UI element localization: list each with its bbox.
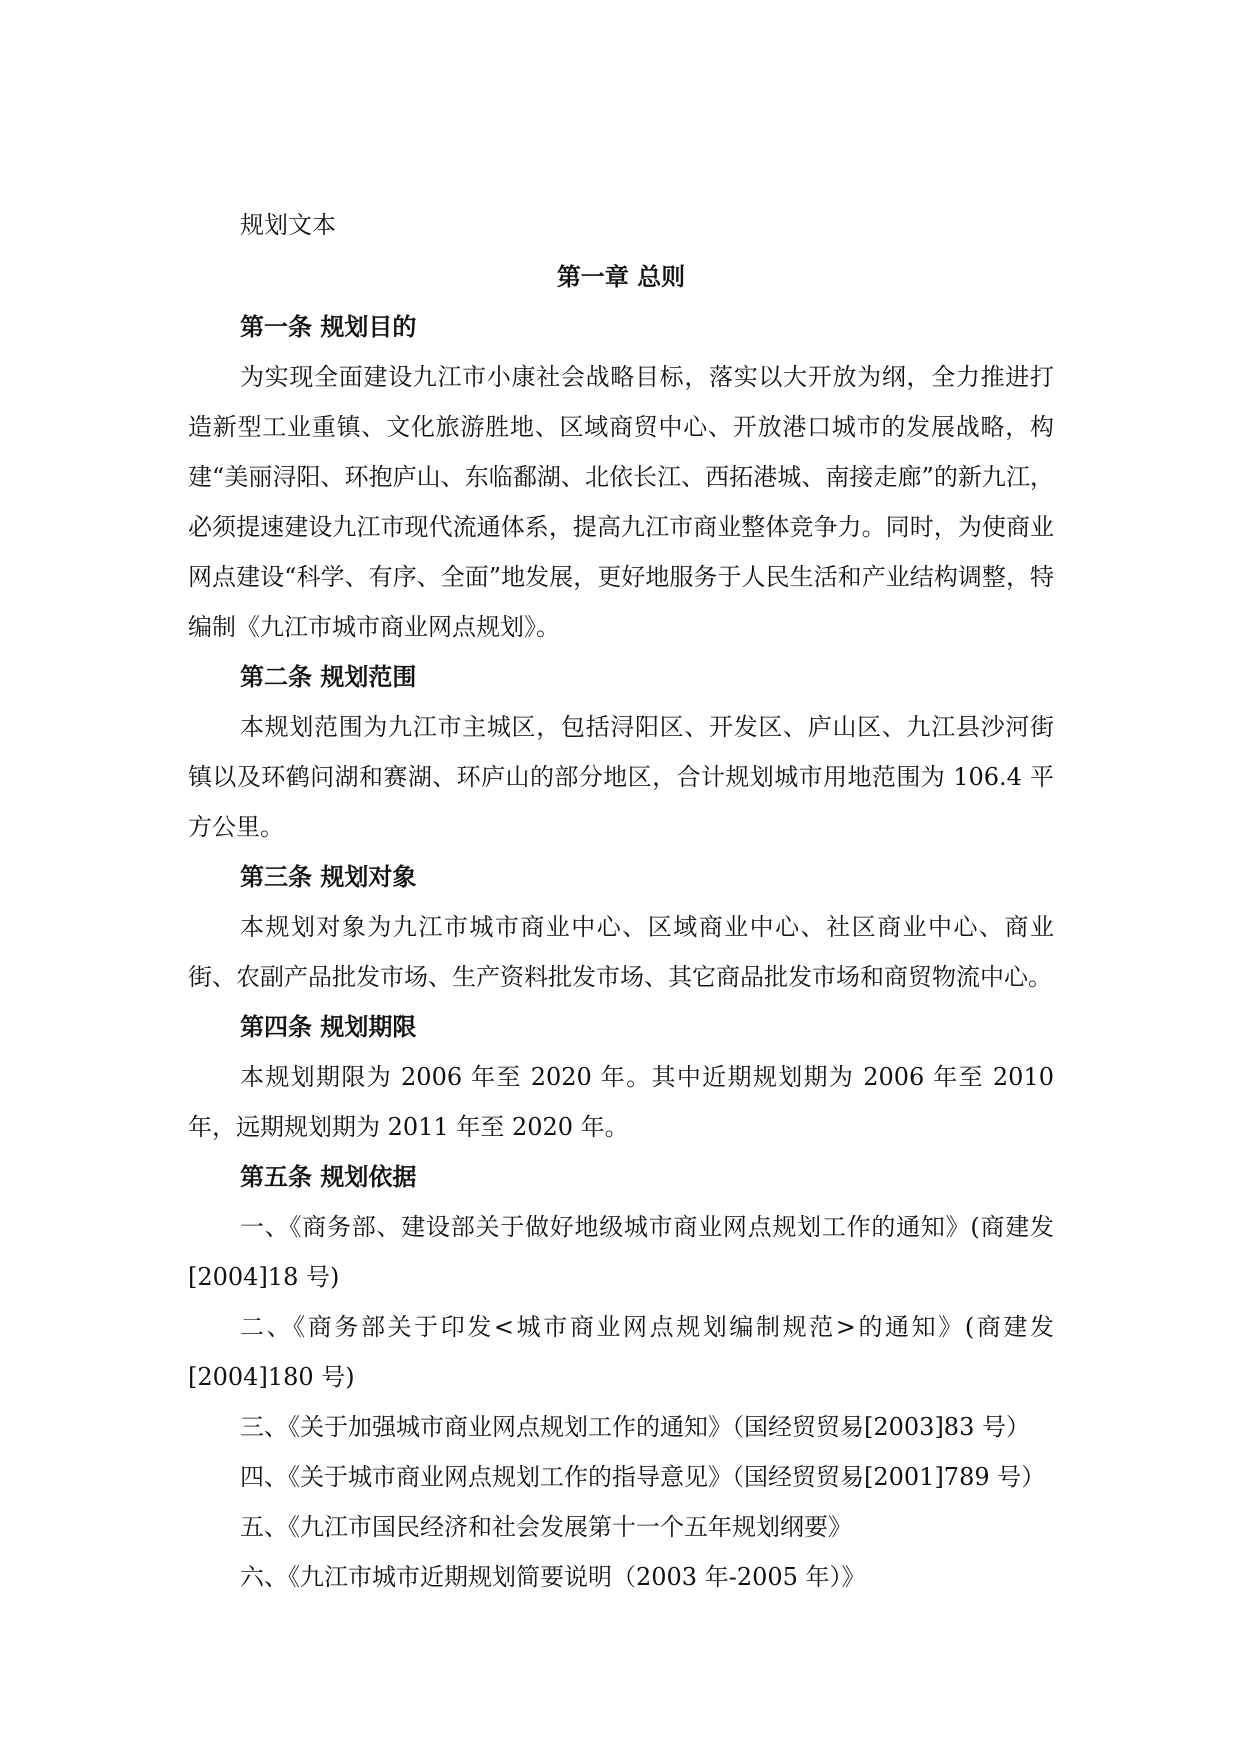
article-heading: 第二条 规划范围 (240, 662, 417, 691)
article-2 (188, 652, 1054, 852)
article-3 (188, 852, 1054, 1002)
article-paragraph: 为实现全面建设九江市小康社会战略目标，落实以大开放为纲，全力推进打造新型工业重镇、文化旅游胜地、区域商贸中心、开放港口城市的发展战略，构建“美丽浔阳、环抱庐山、东临鄱湖、北依长江、西拓港城、南接走廊”的新九江，必须提速建设九江市现代流通体系，提高九江市商业整体竞争力。同时，为使商业网点建设“科学、有序、全面”地发展，更好地服务于人民生活和产业结构调整，特编制《九江市城市商业网点规划》。 (188, 363, 1054, 641)
basis-item: 四、《关于城市商业网点规划工作的指导意见》（国经贸贸易[2001]789 号） (240, 1463, 1046, 1491)
chapter-title: 第一章 总则 (556, 262, 686, 291)
article-heading: 第三条 规划对象 (240, 862, 417, 891)
document-page (188, 200, 1054, 1602)
article-heading: 第四条 规划期限 (240, 1012, 417, 1041)
article-heading: 第五条 规划依据 (240, 1162, 417, 1191)
basis-item: 三、《关于加强城市商业网点规划工作的通知》（国经贸贸易[2003]83 号） (240, 1413, 1030, 1441)
article-paragraph: 本规划对象为九江市城市商业中心、区域商业中心、社区商业中心、商业街、农副产品批发市场、生产资料批发市场、其它商品批发市场和商贸物流中心。 (188, 913, 1054, 991)
basis-item: 五、《九江市国民经济和社会发展第十一个五年规划纲要》 (240, 1513, 852, 1541)
article-5 (188, 1152, 1054, 1602)
article-4 (188, 1002, 1054, 1152)
article-1 (188, 302, 1054, 652)
article-heading: 第一条 规划目的 (240, 312, 417, 341)
article-paragraph: 本规划期限为 2006 年至 2020 年。其中近期规划期为 2006 年至 2010 年，远期规划期为 2011 年至 2020 年。 (188, 1063, 1054, 1141)
basis-item: 一、《商务部、建设部关于做好地级城市商业网点规划工作的通知》(商建发[2004]18 号) (188, 1213, 1054, 1291)
article-paragraph: 本规划范围为九江市主城区，包括浔阳区、开发区、庐山区、九江县沙河街镇以及环鹤问湖和赛湖、环庐山的部分地区，合计规划城市用地范围为 106.4 平方公里。 (188, 713, 1054, 841)
document-label: 规划文本 (240, 211, 336, 239)
basis-item: 二、《商务部关于印发<城市商业网点规划编制规范>的通知》(商建发[2004]180 号) (188, 1313, 1054, 1391)
basis-item: 六、《九江市城市近期规划简要说明（2003 年-2005 年）》 (240, 1563, 866, 1591)
